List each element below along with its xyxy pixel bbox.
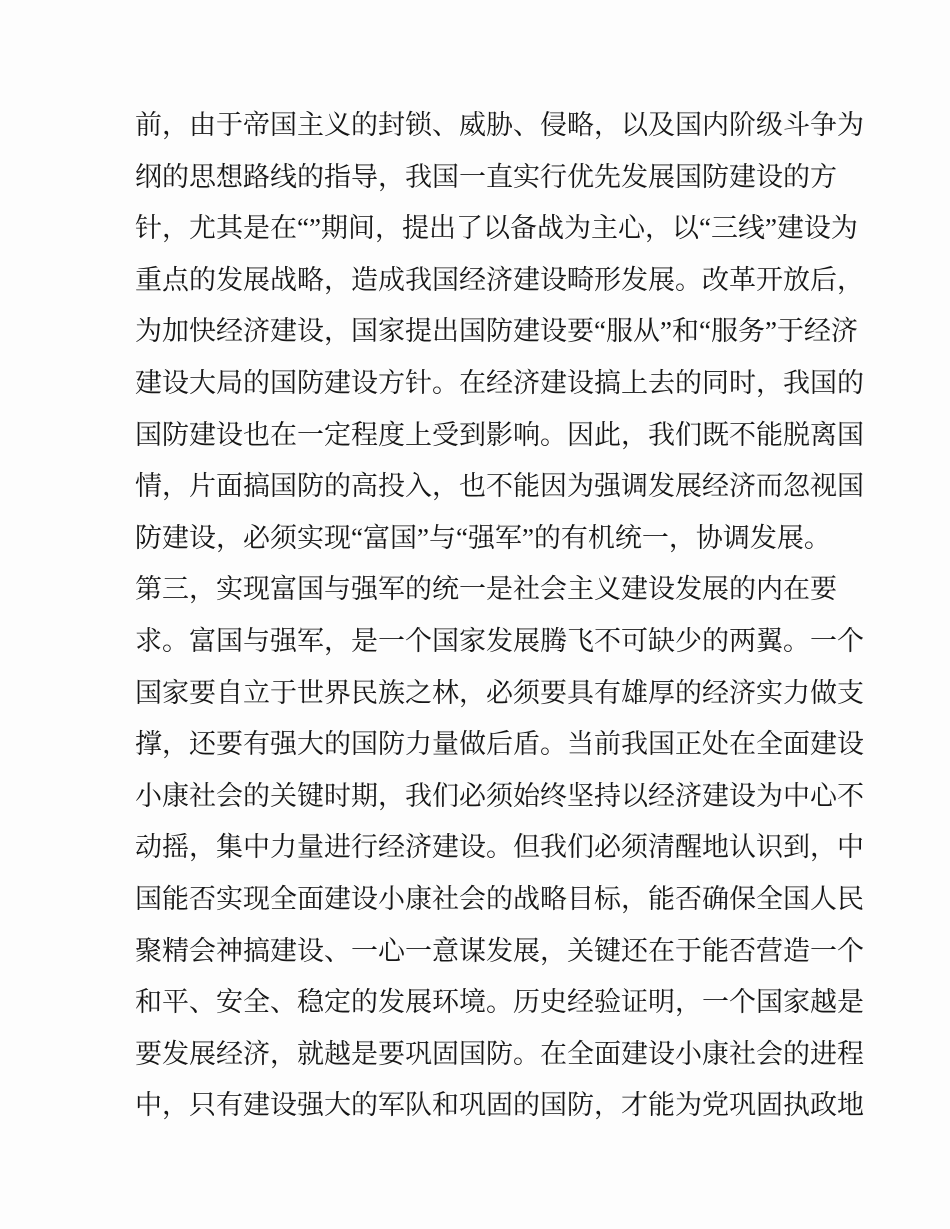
- text-line-paragraph-end: 防建设，必须实现“富国”与“强军”的有机统一，协调发展。: [135, 522, 831, 553]
- text-line: 动摇，集中力量进行经济建设。但我们必须清醒地认识到，中: [135, 832, 864, 863]
- text-line: 中，只有建设强大的军队和巩固的国防，才能为党巩固执政地: [135, 1090, 864, 1121]
- text-line: 和平、安全、稳定的发展环境。历史经验证明，一个国家越是: [135, 987, 864, 1018]
- text-line: 为加快经济建设，国家提出国防建设要“服从”和“服务”于经济: [135, 316, 858, 347]
- text-line: 针，尤其是在“”期间，提出了以备战为主心，以“三线”建设为: [135, 213, 858, 244]
- text-line: 建设大局的国防建设方针。在经济建设搞上去的同时，我国的: [135, 367, 864, 398]
- text-line: 纲的思想路线的指导，我国一直实行优先发展国防建设的方: [135, 161, 837, 192]
- text-line: 国能否实现全面建设小康社会的战略目标，能否确保全国人民: [135, 883, 864, 914]
- text-line: 聚精会神搞建设、一心一意谋发展，关键还在于能否营造一个: [135, 935, 864, 966]
- text-line: 小康社会的关键时期，我们必须始终坚持以经济建设为中心不: [135, 780, 864, 811]
- text-line: 第三，实现富国与强军的统一是社会主义建设发展的内在要: [135, 574, 837, 605]
- text-line: 国家要自立于世界民族之林，必须要具有雄厚的经济实力做支: [135, 677, 864, 708]
- text-line: 情，片面搞国防的高投入，也不能因为强调发展经济而忽视国: [135, 471, 864, 502]
- text-block: [135, 100, 864, 1132]
- text-line: 要发展经济，就越是要巩固国防。在全面建设小康社会的进程: [135, 1038, 864, 1069]
- text-line: 撑，还要有强大的国防力量做后盾。当前我国正处在全面建设: [135, 729, 864, 760]
- text-line: 求。富国与强军，是一个国家发展腾飞不可缺少的两翼。一个: [135, 625, 864, 656]
- text-line: 重点的发展战略，造成我国经济建设畸形发展。改革开放后，: [135, 264, 864, 295]
- text-line: 前，由于帝国主义的封锁、威胁、侵略，以及国内阶级斗争为: [135, 110, 864, 140]
- text-line: 国防建设也在一定程度上受到影响。因此，我们既不能脱离国: [135, 419, 864, 450]
